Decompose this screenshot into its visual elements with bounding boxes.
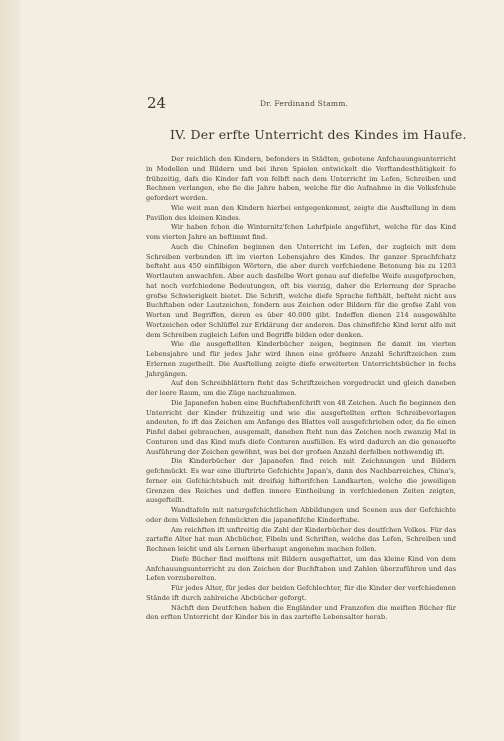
paragraph: Wie die ausgeftellten Kinderbücher zeigen, beginnen fie damit im vierten Lebensjahre und für jedes Jahr wird ihnen eine gröfsere Anzahl Schriftzeichen zum Erlernen zugetheilt. Die Ausftellung zeigte diefe erweiterten Unterrichtsbücher in fechs Jahrgängen.	[146, 340, 456, 378]
paragraph: Für jedes Alter, für jedes der beiden Gefchlechter, für die Kinder der verfchiedenen Stände ift durch zahlreiche Abcbücher geforgt.	[146, 584, 456, 602]
paragraph: Am reichften ift unftreitig die Zahl der Kinderbücher des deutfchen Volkes. Für das zartefte Alter hat man Abcbücher, Fibeln und Schriften, welche das Lefen, Schreiben und Rechnen leicht und als Lernen überhaupt angenehm machen follen.	[146, 525, 456, 553]
paragraph: Wie weit man den Kindern hierbei entgegenkommt, zeigte die Ausftellung in dem Pavillon des kleinen Kindes.	[146, 203, 456, 222]
paragraph: Auch die Chinefen beginnen den Unterricht im Lefen, der zugleich mit dem Schreiben verbunden ift im vierten Lebensjahre des Kindes. Ihr ganzer Sprachfchatz befteht aus 450 einfilbigen Wörtern, die aber durch verfchiedene Betonung bis zu 1203 Wortlauten anwachfen. Aber auch dasfelbe Wort genau auf diefelbe Weife ausgefprochen, hat noch verfchiedene Bedeutungen, oft bis vierzig, daher die Erlernung der Sprache grofse Schwierigkeit bietet. Die Schrift, welche diefe Sprache fefthält, befteht nicht aus Buchftaben oder Lautzeichen, fondern aus Zeichen oder Bildern für die grofse Zahl von Worten und Begriffen, deren es über 40.000 gibt. Indeffen dienen 214 ausgewählte Wortzeichen oder Schlüffel zur Erklärung der anderen. Das chinefifche Kind lernt alfo mit dem Schreiben zugleich Lefen und Begriffe bilden oder denken.	[146, 242, 456, 339]
paragraph: Wandtafeln mit naturgefchichtlichen Abbildungen und Scenen aus der Gefchichte oder dem Volksleben fchmückten die japanefifche Kinderftube.	[146, 506, 456, 524]
page-header	[147, 94, 447, 113]
paragraph: Die Kinderbücher der Japanefen find reich mit Zeichnungen und Bildern gefchmückt. Es war eine illuftrirte Gefchichte Japan's, dann des Nachbarreiches, China's, ferner ein Gefchichtsbuch mit dreifsig hiftorifchen Landkarten, welche die jeweiligen Grenzen des Reiches und deffen innere Eintheilung in verfchiedenen Zeiten zeigten, ausgeftellt.	[146, 457, 456, 505]
chapter-heading: IV. Der erfte Unterricht des Kindes im Haufe.	[170, 127, 467, 142]
paragraph: Die Japanefen haben eine Buchftabenfchrift von 48 Zeichen. Auch fie beginnen den Unterricht der Kinder frühzeitig und wie die ausgeftellten erften Schreibevorlagen andeuten, fo ift das Zeichen am Anfange des Blattes voll ausgefchrieben oder, da fie einen Pinfel dabei gebrauchen, ausgemalt, daneben fteht nun das Zeichen noch zwanzig Mal in Conturen und das Kind mufs diefe Conturen ausfüllen. Es wird dadurch an die genauefte Ausführung der Zeichen gewöhnt, was bei der grofsen Anzahl derfelben nothwendig ift.	[146, 398, 456, 456]
body-text	[146, 155, 456, 623]
paragraph: Auf den Schreibblättern fteht das Schriftzeichen vorgedruckt und gleich daneben der leere Raum, um die Züge nachzuahmen.	[146, 379, 456, 397]
page-gutter-edge	[0, 0, 20, 741]
paragraph: Diefe Bücher find meiftens mit Bildern ausgeftattet, um das kleine Kind von dem Anfchauungsunterricht zu den Zeichen der Buchftaben und Zahlen überzuführen und das Lefen vorzubereiten.	[146, 554, 456, 583]
paragraph: Der reichlich den Kindern, befonders in Städten, gebotene Anfchauungsunterricht in Modellen und Bildern und bei ihren Spielen entwickelt die Verftandesthätigkeit fo frühzeitig, dafs die Kinder faft von felbft nach dem Unterricht im Lefen, Schreiben und Rechnen verlangen, ehe fie die Jahre haben, welche für die Aufnahme in die Volksfchule gefordert werden.	[146, 155, 456, 202]
page-number: 24	[147, 94, 167, 112]
paragraph: Wir haben fchon die Winternitz'fchen Lehrfpiele angeführt, welche für das Kind vom vierten Jahre an beftimmt find.	[146, 223, 456, 241]
running-head-author: Dr. Ferdinand Stamm.	[260, 99, 349, 108]
paragraph: Nächft den Deutfchen haben die Engländer und Franzofen die meiften Bücher für den erften Unterricht der Kinder bis in das zartefte Lebensalter herab.	[146, 603, 456, 622]
